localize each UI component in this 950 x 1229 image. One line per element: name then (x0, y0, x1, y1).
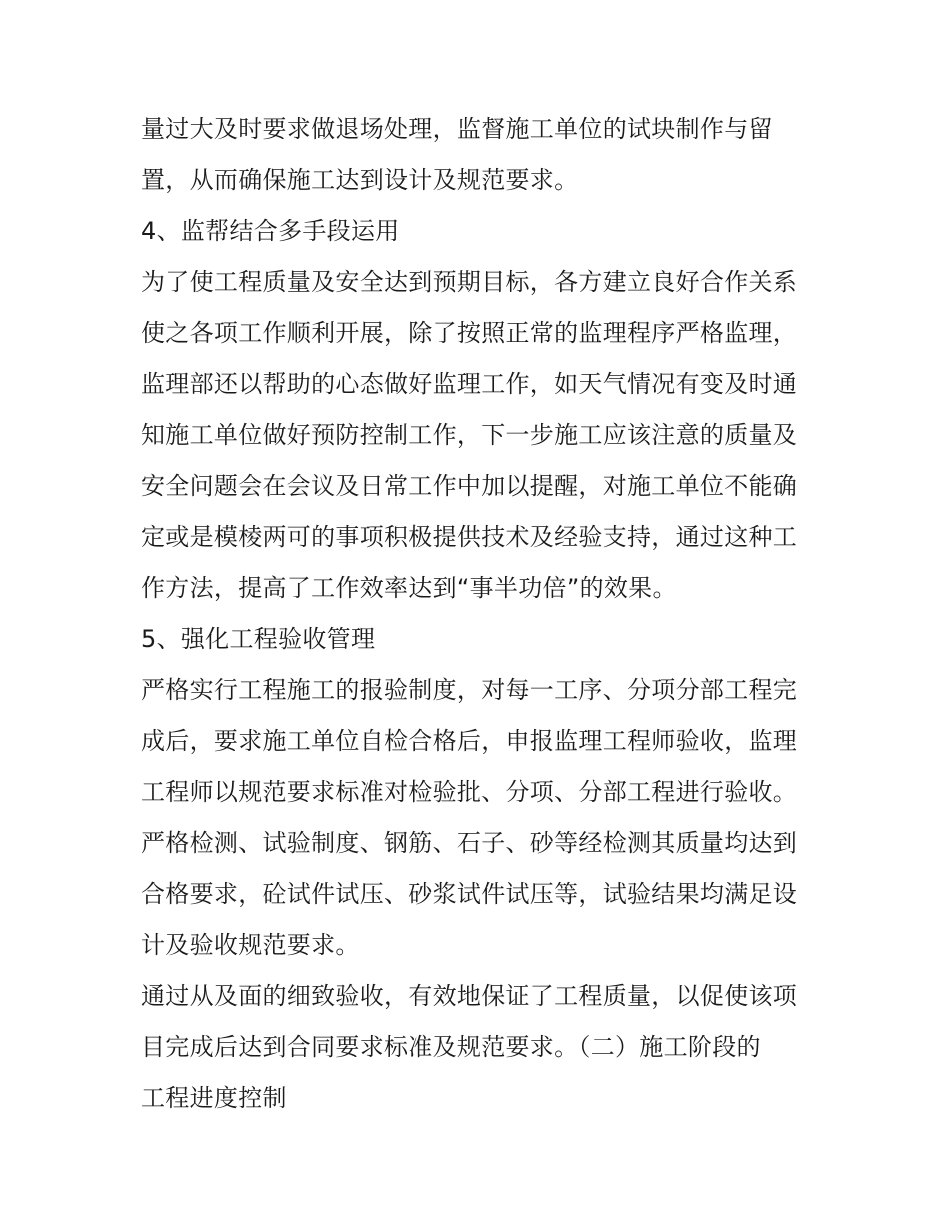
document-body (141, 104, 831, 1124)
paragraph-quality-assurance-summary: 通过从及面的细致验收，有效地保证了工程质量，以促使该项 目完成后达到合同要求标准及规范要求。（二）施工阶段的 工程进度控制 (141, 982, 798, 1112)
section-heading-5: 5、强化工程验收管理 (141, 625, 376, 653)
paragraph-withdrawal-and-test-blocks: 量过大及时要求做退场处理，监督施工单位的试块制作与留 置，从而确保施工达到设计及规范要求。 (141, 115, 773, 194)
paragraph-supervision-and-assistance: 为了使工程质量及安全达到预期目标，各方建立良好合作关系 使之各项工作顺利开展，除了按照正常的监理程序严格监理， 监理部还以帮助的心态做好监理工作，如天气情况有变及时通 知施工单位做好预防控制工作，下一步施工应该注意的质量及 安全问题会在会议及日常工作中加以提醒，对施工单位不能确 定或是模棱两可的事项积极提供技术及经验支持，通过这种工 作方法，提高了工作效率达到“事半功倍”的效果。 (141, 268, 798, 602)
section-heading-4: 4、监帮结合多手段运用 (141, 217, 400, 245)
paragraph-inspection-system: 严格实行工程施工的报验制度，对每一工序、分项分部工程完 成后，要求施工单位自检合格后，申报监理工程师验收，监理 工程师以规范要求标准对检验批、分项、分部工程进行验收。 严格检测、试验制度、钢筋、石子、砂等经检测其质量均达到 合格要求，砼试件试压、砂浆试件试压等，试验结果均满足设 计及验收规范要求。 (141, 676, 798, 959)
